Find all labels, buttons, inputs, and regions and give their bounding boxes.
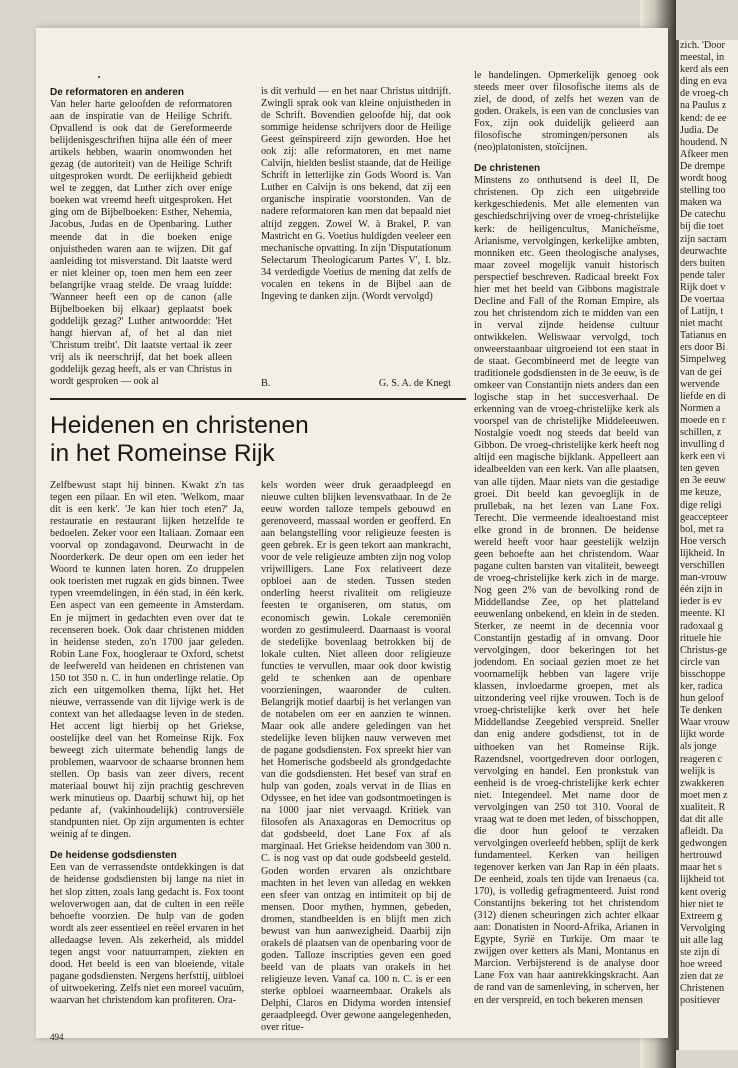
title-line-1: Heidenen en christenen — [50, 412, 309, 439]
next-page-line: of Latijn, t — [680, 306, 724, 318]
column-reformatoren — [50, 86, 232, 388]
next-page-line: invulling d — [680, 439, 725, 451]
next-page-line: meente. Kl — [680, 608, 725, 620]
next-page-line: zich. 'Door — [680, 40, 725, 51]
column-intro — [50, 480, 244, 1020]
next-page-line: hoe wreed — [680, 959, 723, 971]
next-page-line: ers door Bi — [680, 342, 726, 354]
title-line-2: in het Romeinse Rijk — [50, 440, 275, 467]
page-number: 494 — [50, 1032, 64, 1042]
next-page-line: niet macht — [680, 318, 723, 330]
magazine-page — [36, 28, 668, 1042]
next-page-line: ding en eva — [680, 76, 727, 88]
article-title — [50, 412, 460, 468]
next-page-line: kent overig — [680, 886, 727, 898]
column-christenen — [474, 70, 659, 1030]
next-page-line: pende taler — [680, 269, 725, 281]
section-heading-christenen: De christenen — [474, 163, 541, 175]
next-page-line: bisschoppe — [680, 668, 726, 680]
column-continuation — [261, 86, 451, 376]
next-page-line: Normen a — [680, 402, 721, 414]
next-page-line: als jonge — [680, 741, 717, 753]
next-page-line: ders buiten — [680, 257, 725, 269]
next-page-line: en 3e eeuw — [680, 475, 726, 487]
next-page-line: Hoe versch — [680, 535, 727, 547]
next-page-line: Christus-ge — [680, 644, 727, 656]
next-page-line: Rijk doet v — [680, 281, 726, 293]
next-page-line: kerk een vi — [680, 451, 726, 463]
next-page-line: Simpelweg — [680, 354, 726, 366]
column-text: Zelfbewust stapt hij binnen. Kwakt z'n tas tegen een pilaar. En wil eten. 'Welkom, maar dit is een kerk'. 'Je kan hier toch eten?' Ja, restauratie en restaurant lijken hetzelfde te bedoelen. Zeker voor een Italiaan. Zomaar een voorval op zondagavond. Deurwacht in de Noorderkerk. De deur open om een ieder het Woord te kunnen laten horen. Zo druppelen ook toeristen met rugzak en gids binnen. Twee typen vreemdelingen, in één stad, in één kerk. Een aspect van een gemeente in Amsterdam. En je mijmert in gedachten even over dat te recenseren boek. Ook daar christenen midden in heidense steden, zo'n 1700 jaar geleden. Robin Lane Fox, hoogleraar te Oxford, schetst de leefwereld van heidenen en christenen van 150 tot 350 n. C. in hun onderlinge relatie. Op zich een uitgemolken thema, lijkt het. Het nieuwe, verrassende van dit lijvige werk is de context van het alledaagse leven in de steden. Het accent ligt hierbij op het Griekse, oostelijke deel van het Romeinse Rijk. Fox beweegt zich uitermate behendig langs de problemen, waarvoor de schaarse bronnen hem stellen. Op basis van zeer divers, recent materiaal bouwt hij zijn prachtig geschreven werk minutieus op. Daarbij schuwt hij, op het pedante af, (vakinhoudelijk) controversiële standpunten niet. Op zijn argumenten is echter weinig af te dingen. — [50, 480, 244, 841]
byline-initial: B. — [261, 378, 271, 389]
next-page-line: afleidt. Da — [680, 826, 723, 838]
next-page-line: De voertaa — [680, 293, 725, 305]
next-page-line: zien dat ze — [680, 971, 724, 983]
section-divider — [50, 398, 466, 400]
section-heading-heidense-godsdiensten: De heidense godsdiensten — [50, 850, 177, 862]
next-page-line: kerd als een — [680, 64, 729, 76]
next-page-line: Christenen — [680, 983, 725, 995]
next-page-line: man-vrouw — [680, 572, 727, 584]
next-page-line: hier niet te — [680, 898, 724, 910]
column-text: Een van de verrassendste ontdekkingen is dat de heidense godsdiensten bij lange na niet in het slop zitten, zoals lang gedacht is. Fox toont weloverwogen aan, dat de culten in een reële behoefte voorzien. De hulp van de goden wordt als zeer essentieel en reëel ervaren in het alledaagse leven. Als zekerheid, als middel tegen angst voor natuurrampen, ziekten en dood. Het beeld is een van bloeiende, vitale pagane godsdiensten. Nergens herfsttij, uitbloei of uitwoekering. Zelfs niet een moreel vacuüm, waarvan het christendom kan profiteren. Ora- — [50, 862, 244, 1006]
next-page-line: Judia. De — [680, 124, 719, 136]
next-page-line: Te denken — [680, 705, 722, 717]
next-page-line: ste zijn di — [680, 947, 720, 959]
next-page-edge — [676, 40, 738, 1050]
next-page-line: De drempe — [680, 160, 725, 172]
next-page-line: radoxaal g — [680, 620, 723, 632]
next-page-line: circle van — [680, 656, 720, 668]
next-page-line: rituele hie — [680, 632, 722, 644]
next-page-line: moet men z — [680, 789, 728, 801]
next-page-line: bol, met ra — [680, 523, 724, 535]
next-page-line: wordt hoog — [680, 173, 727, 185]
next-page-line: hun geloof — [680, 693, 724, 705]
next-page-line: me keuze, — [680, 487, 722, 499]
next-page-line: geaccepteer — [680, 511, 729, 523]
next-page-line: schillen, z — [680, 427, 722, 438]
next-page-line: maken wa — [680, 197, 722, 209]
next-page-line: ker, radica — [680, 680, 723, 692]
next-page-line: dat dit alle — [680, 814, 723, 825]
next-page-line: van de gei — [680, 366, 722, 378]
next-page-line: stelling too — [680, 185, 726, 197]
next-page-line: wervende — [680, 378, 720, 390]
next-page-line: Vervolging — [680, 922, 726, 934]
next-page-line: De catechu — [680, 209, 726, 221]
next-page-text — [676, 40, 738, 1008]
next-page-line: lijkheid. In — [680, 547, 725, 559]
next-page-line: xualiteit. R — [680, 801, 726, 813]
next-page-line: verschillen — [680, 560, 725, 572]
next-page-line: moede en r — [680, 414, 726, 426]
next-page-line: dige religi — [680, 499, 722, 511]
column-text: is dit verhuld — en het naar Christus uitdrijft. Zwingli sprak ook van kleine onjuistheden in de Schrift. Bovendien geloofde hij, dat ook sommige heidense schrijvers door de Heilige Geest geïnspireerd zijn geworden. Hoe het ook zij: alle reformatoren, en met name Calvijn, hielden beslist staande, dat de Heilige Schrift in letterlijke zin Gods Woord is. Van Luther en Calvijn is ons bekend, dat zij een organische inspiratie voorstonden. Van de nadere reformatoren kan men dat bepaald niet altijd zeggen. Zowel W. à Brakel, P. van Mastricht en G. Voetius huldigden veeleer een mechanische opvatting. In zijn 'Disputationum Selectarum Theologicarum Partes V', I. blz. 34 verdedigde Voetius de mening dat zelfs de vocalen en tekens in de Bijbel aan de Ingeving te danken zijn. (Wordt vervolgd) — [261, 86, 451, 302]
next-page-line: Extreem g — [680, 910, 723, 922]
column-text: Van heler harte geloofden de reformatoren aan de inspiratie van de Heilige Schrift. Opvallend is ook dat de Gereformeerde belijdenisgeschriften hijna alle één of meer artikels hebben, waarin onomwonden het gezag (de autoriteit) van de Heilige Schrift uitgesproken wordt. De eerlijkheid gebiedt wel te zeggen, dat Luther zich over enige boeken wat vreemd heeft uitgesproken. Het ging om de Bijbelboeken: Esther, Nehemia, Jacobus, Judas en de Openbaring. Luther meende dat in die boeken enige onjuistheden waren aan te wijzen. Dit gaf aanleiding tot misverstand. Dit laatste werd er niet kleiner op, toen men hem een zeer belangrijke vraag stelde. De vraag luidde: 'Wanneer heeft een op de canon (alle Bijbelboeken bij elkaar) geplaatst boek goddelijk gezag?' Luther antwoordde: 'Het hangt hiervan af, of het al dan niet 'Christum treibt'. Dit laatste vertaal ik zeer vrij als ik neerschrijf, dat het boek alleen goddelijk gezag heeft, als er van Christus in wordt gesproken — ook al — [50, 99, 232, 388]
column-text: Minstens zo onthutsend is deel II, De christenen. Op zich een uitgebreide kerkgeschiedenis. Met alle elementen van geschiedschrijving over de vroeg-christelijke kerk: de heiligencultus, Manicheïsme, Arianisme, vervolgingen, kerkelijke ambten, monniken etc. Geen theologische analyses, maar zoveel mogelijk vanuit historisch perspectief beschreven. Radicaal breekt Fox hier met het beeld van Gibbons magistrale Decline and Fall of the Roman Empire, als zou het christendom zich te midden van een in verval zijnde heidense cultuur ontwikkelen. Weliswaar vervolgd, toch onweerstaanbaar uitgroeiend tot een staat in de staat. Gecombineerd met de leegte van traditionele godsdiensten in de 3e eeuw, is de omkeer van Constantijn niets anders dan een logische stap in het succesverhaal. De erkenning van de vroeg-christelijke kerk als voorspel van de christelijke Middeleeuwen. Nostalgie voedt nog steeds dat beeld van Gibbon. De vroeg-christelijke kerk heeft nog altijd een magische bijklank. Appelleert aan idealbeelden van een kerk. Van alle plaatsen, van alle tijden. Maar niets van die gestadige groei. Dit beeld kan gevoeglijk in de prullebak, na het lezen van Lane Fox. Terecht. Die vermeende idealtoestand mist elke grond in de bronnen. De heidense wereld heeft voor haar geestelijk welzijn geen behoefte aan het christendom. Waar pagane culten barsten van vitaliteit, beweegt de vroeg-christelijke kerk zich in de marge. Nog geen 2% van de bevolking rond de Middellandse Zee, op het platteland eeuwenlang onbekend, en klein in de steden. Sterker, ze neemt in de decennia voor Constantijn gestadig af in omvang. Door vervolgingen, door bekeringen tot het jodendom. En sociaal gezien moet ze het voornamelijk hebben van lagere vrije klassen, invloedarme groepen, met als uitzondering veel rijke vrouwen. Toch is de vroeg-christelijke kerk over het hele Middellandse Zeegebied verspreid. Sneller dan enig andere godsdienst, tot in de uithoeken van het Romeinse Rijk. Razendsnel, voortgedreven door oorlogen, vervolging en handel. Een pronkstuk van eenheid is de vroeg-christelijke kerk echter niet. Integendeel. Met name door de vervolgingen van 250 tot 310. Vooral de vraag wat te doen met leden, of bisschoppen, die door hun geloof te verzaken vervolgingen overleefd hebben, splijt de kerk fundamenteel. Kerken van heiligen tegenover kerken van Jan Rap in één plaats. De eenheid, zoals ten tijde van Irenaeus (ca. 170), is volledig gefragmenteerd. Juist rond Constantijns bekering tot het christendom (312) dienen scheuringen zich achter elkaar aan: Donatisten in Noord-Afrika, Arianen in Egypte, Syrië en Turkije. Om maar te zwijgen over ketters als Mani, Montanus en Marcion. Verbijsterend is de analyse door Lane Fox van haar aantrekkingskracht. Aan de rand van de samenleving, in scherven, her en der verspreid, en toch bekeren mensen — [474, 175, 660, 1006]
next-page-line: kend: de ee — [680, 112, 727, 124]
next-page-line: positiever — [680, 995, 721, 1007]
next-page-line: welijk is — [680, 765, 715, 777]
next-page-line: Waar vrouw — [680, 717, 730, 729]
section-heading-reformatoren: De reformatoren en anderen — [50, 87, 184, 98]
byline-author: G. S. A. de Knegt — [378, 378, 451, 389]
next-page-line: ten geven — [680, 463, 720, 475]
next-page-line: één zijn in — [680, 584, 723, 596]
next-page-line: uit alle lag — [680, 934, 723, 946]
byline — [261, 378, 451, 389]
next-page-line: zwakkeren — [680, 777, 725, 789]
column-text: le handelingen. Opmerkelijk genoeg ook steeds meer over filosofische items als de ziel, de dood, of zelfs het wezen van de goden. Orakels, is een van de conclusies van Fox, zijn ook duidelijk gelieerd aan filosofische stromingen/personen als (neo)platonisten, stoïcijnen. — [474, 70, 659, 154]
next-page-line: meestal, in — [680, 52, 725, 64]
next-page-line: ieder is ev — [680, 596, 722, 608]
column-text: kels worden weer druk geraadpleegd en nieuwe culten blijken levensvatbaar. In de 2e eeuw worden talloze tempels gebouwd en gerenoveerd, massaal worden er geofferd. En aan belangstelling voor religieuze feesten is geen gebrek. Er is geen tekort aan mankracht, voor de vele religieuze ambten zijn nog volop vrijwilligers. Lane Fox relativeert deze opbloei aan de steden. Tussen steden onderling heerst rivaliteit om religieuze feesten te organiseren, om status, om economisch gewin. Lokale ceremoniën worden zo gestimuleerd. Daarnaast is vooral de stedelijke bovenlaag betrokken bij de lokale culten. Niet alleen door religieuze functies te vervullen, maar ook door kwistig geld te schenken aan de openbare voorzieningen, waaronder de culten. Belangrijk motief daarbij is het verlangen van de notabelen om eer en aanzien te winnen. Maar ook alle andere geledingen van het stedelijke leven blijken nauw verweven met de pagane godsdiensten. Fox spreekt hier van het Homerische godsbeeld als grondgedachte van die godsdiensten. Het besef van straf en hulp van goden, zoals vervat in de Ilias en Odyssee, en het idee van godsontmoetingen is na 1000 jaar niet vervaagd. Kritiek van filosofen als Anaxagoras en Democritus op dat godsbeeld, doet Lane Fox af als marginaal. Het Griekse heidendom van 300 n. C. is nog vast op dat oude godsbeeld gesteld. Goden worden ervaren als onzichtbare machten in het leven van alledag en wekken een sfeer van ontzag en intimiteit op bij de mensen. Door mythen, hymnen, gebeden, dromen, standbeelden is en blijft men zich bewust van hun aanwezigheid. Daarbij zijn orakels dé plaatsen van de openbaring voor de goden. Talloze inscripties geven een goed beeld van de plaats van orakels in het religieuze leven. Vanaf ca. 100 n. C. is er een sterke opbloei waarneembaar. Orakels als Delphi, Claros en Didyma worden intensief geraadpleegd. Over gewone aangelegenheden, over ritue- — [261, 480, 451, 1034]
next-page-line: maar het s — [680, 862, 722, 874]
next-page-line: Afkeer men — [680, 148, 729, 160]
next-page-line: lijkt worde — [680, 729, 725, 741]
next-page-line: houdend. N — [680, 136, 728, 148]
next-page-line: zijn sacram — [680, 233, 727, 245]
next-page-line: reageren c — [680, 753, 723, 765]
next-page-line: na Paulus z — [680, 100, 727, 112]
next-page-line: deurwachte — [680, 245, 727, 257]
next-page-line: hertrouwd — [680, 850, 722, 862]
next-page-line: Tatianus en — [680, 330, 727, 342]
column-godsdiensten — [261, 480, 451, 1034]
next-page-line: lijkheid tot — [680, 874, 725, 886]
next-page-line: bij die toet — [680, 221, 724, 233]
next-page-line: gedwongen — [680, 838, 727, 850]
ink-dot — [98, 76, 100, 78]
next-page-line: liefde en di — [680, 390, 726, 402]
page-edge-line — [676, 40, 679, 1050]
next-page-line: de vroeg-ch — [680, 88, 729, 100]
